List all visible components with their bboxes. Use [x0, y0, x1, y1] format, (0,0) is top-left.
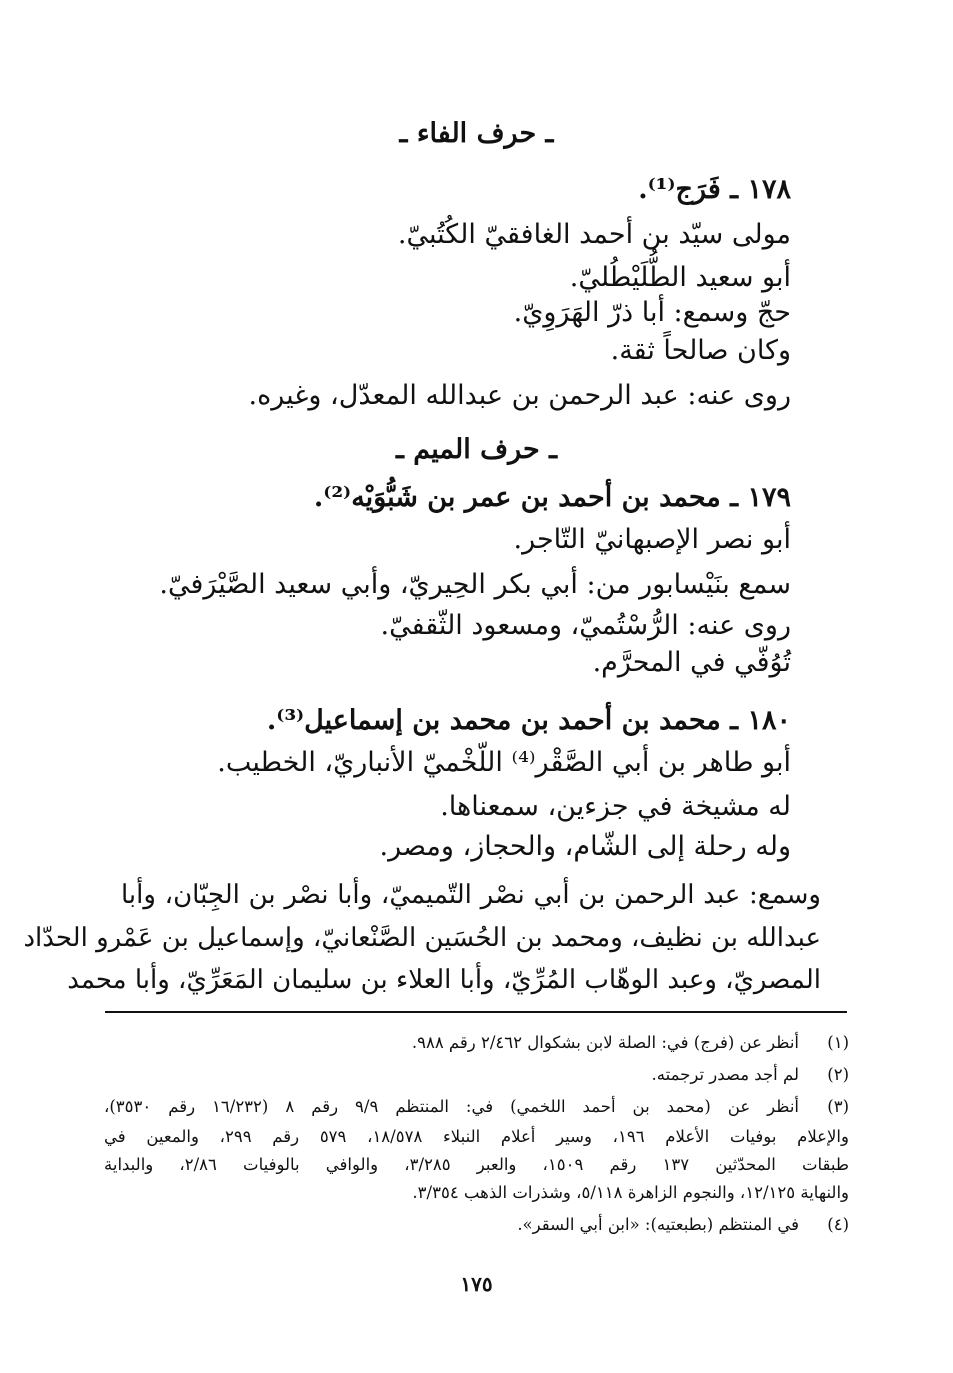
- footnote-text: والإعلام بوفيات الأعلام ١٩٦، وسير أعلام النبلاء ١٨/٥٧٨، ٥٧٩ رقم ٢٩٩، والمعين في: [104, 1127, 849, 1146]
- entry-180-paragraph-line: وسمع: عبد الرحمن بن أبي نصْر التّميميّ، وأبا نصْر بن الجِبّان، وأبا: [121, 880, 821, 910]
- footnote-number: (٣): [827, 1097, 849, 1116]
- footnote: [104, 1212, 849, 1237]
- entry-178-line: روى عنه: عبد الرحمن بن عبدالله المعدّل، وغيره.: [248, 380, 791, 411]
- entry-179-title: ١٧٩ ـ محمد بن أحمد بن عمر بن شَبُّوَيْه⁽²⁾.: [313, 482, 791, 513]
- entry-179-line: روى عنه: الرُّسْتُميّ، ومسعود الثّقفيّ.: [380, 610, 791, 641]
- entry-180-title: ١٨٠ ـ محمد بن أحمد بن محمد بن إسماعيل⁽³⁾.: [266, 705, 791, 736]
- footnote-text: في المنتظم (بطبعتيه): «ابن أبي السقر».: [517, 1215, 799, 1234]
- footnote-number: (٤): [827, 1215, 849, 1234]
- footnote-number: (١): [827, 1033, 849, 1052]
- footnote: [104, 1030, 849, 1055]
- footnote-text: طبقات المحدّثين ١٣٧ رقم ١٥٠٩، والعبر ٣/٢٨٥، والوافي بالوفيات ٢/٨٦، والبداية: [104, 1155, 850, 1174]
- footnote-text: لم أجد مصدر ترجمته.: [651, 1065, 799, 1084]
- entry-179-line: سمع بنَيْسابور من: أبي بكر الحِيريّ، وأبي سعيد الصَّيْرَفيّ.: [159, 569, 791, 600]
- footnote-divider: [105, 1011, 847, 1013]
- footnote-number: (٢): [827, 1065, 849, 1084]
- footnote-continuation: [104, 1180, 849, 1205]
- heading-fa: ـ حرف الفاء ـ: [399, 118, 554, 149]
- entry-180-line: أبو طاهر بن أبي الصَّقْر⁽⁴⁾ اللّخْميّ الأنباريّ، الخطيب.: [217, 747, 791, 778]
- entry-180-line: له مشيخة في جزءين، سمعناها.: [440, 791, 791, 822]
- entry-178-title: ١٧٨ ـ فَرَج⁽¹⁾.: [638, 174, 791, 205]
- footnote-continuation: [104, 1152, 849, 1177]
- footnote-continuation: [104, 1124, 849, 1149]
- entry-178-line: حجّ وسمع: أبا ذرّ الهَرَوِيّ.: [513, 297, 791, 328]
- entry-180-line: وله رحلة إلى الشّام، والحجاز، ومصر.: [379, 831, 791, 862]
- entry-179-line: تُوُفّي في المحرَّم.: [592, 647, 791, 678]
- heading-mim: ـ حرف الميم ـ: [395, 434, 558, 465]
- footnote-text: والنهاية ١٢/١٢٥، والنجوم الزاهرة ٥/١١٨، وشذرات الذهب ٣/٣٥٤.: [412, 1183, 849, 1202]
- footnote: [104, 1094, 849, 1119]
- entry-178-line: مولى سيّد بن أحمد الغافقيّ الكُتُبيّ.: [397, 219, 791, 250]
- entry-180-paragraph-line: المصريّ، وعبد الوهّاب المُرِّيّ، وأبا العلاء بن سليمان المَعَرِّيّ، وأبا محمد: [67, 965, 821, 995]
- entry-179-line: أبو نصر الإصبهانيّ التّاجر.: [513, 524, 791, 555]
- page-number: ١٧٥: [460, 1272, 493, 1296]
- entry-178-line: وكان صالحاً ثقة.: [610, 335, 791, 366]
- entry-180-paragraph-line: عبدالله بن نظيف، ومحمد بن الحُسَين الصَّنْعانيّ، وإسماعيل بن عَمْرو الحدّاد: [23, 923, 821, 953]
- footnote-text: أنظر عن (محمد بن أحمد اللخمي) في: المنتظم ٩/٩ رقم ٨ (١٦/٢٣٢ رقم ٣٥٣٠)،: [104, 1097, 799, 1116]
- footnote-text: أنظر عن (فرج) في: الصلة لابن بشكوال ٢/٤٦٢ رقم ٩٨٨.: [411, 1033, 799, 1052]
- entry-178-line: أبو سعيد الطُّلَيْطُليّ.: [569, 262, 791, 293]
- footnote: [104, 1062, 849, 1087]
